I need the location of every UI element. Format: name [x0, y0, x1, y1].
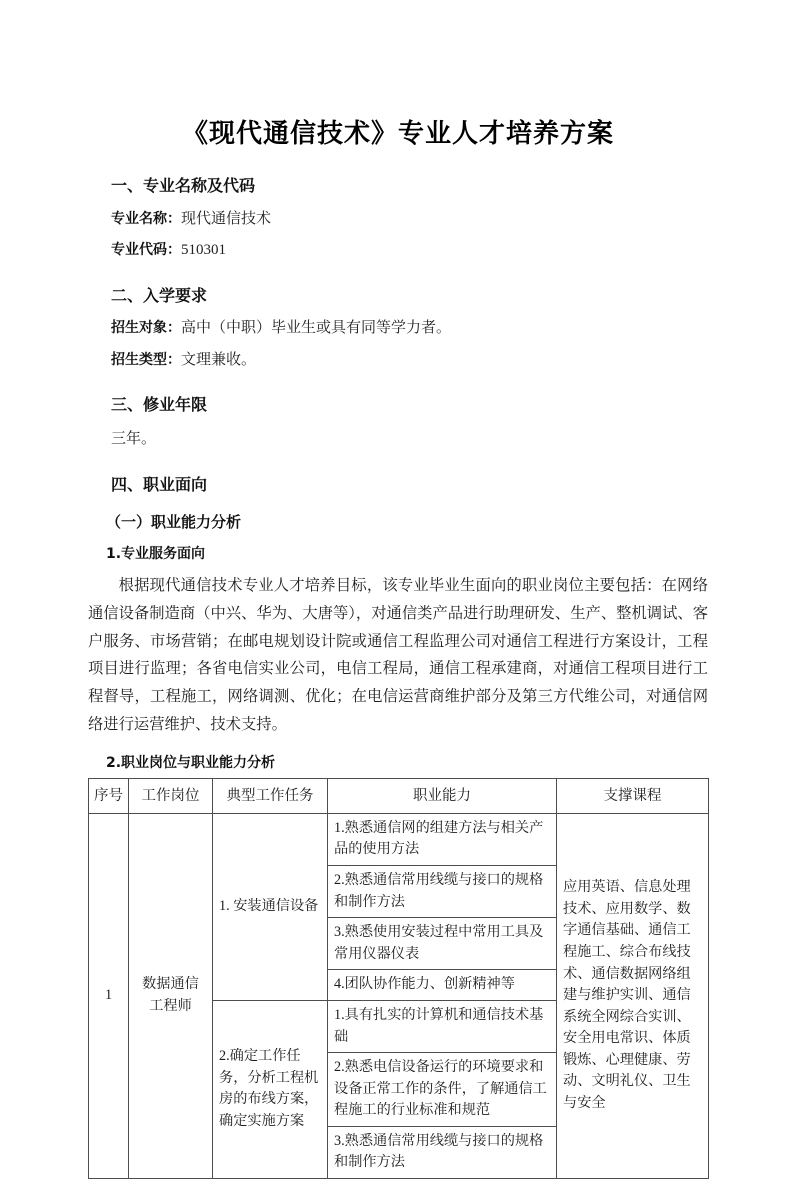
page-title: 《现代通信技术》专业人才培养方案 [181, 119, 614, 149]
admission-type-value: 文理兼收。 [181, 351, 257, 368]
table-row [89, 813, 709, 865]
document-content [88, 0, 708, 1179]
cell-row-number: 1 [89, 813, 129, 1178]
column-header-ability: 职业能力 [328, 778, 557, 813]
admission-target-line [111, 317, 708, 340]
cell-ability-2-2: 2.熟悉电信设备运行的环境要求和设备正常工作的条件，了解通信工程施工的行业标准和规范 [328, 1053, 557, 1127]
cell-task-2: 2.确定工作任务，分析工程机房的布线方案，确定实施方案 [213, 1000, 328, 1178]
cell-ability-2-1: 1.具有扎实的计算机和通信技术基础 [328, 1000, 557, 1052]
admission-type-line [111, 349, 708, 372]
table-header-row [89, 778, 709, 813]
column-header-num: 序号 [89, 778, 129, 813]
job-post-line-2: 工程师 [149, 997, 192, 1014]
subsection-heading-service-orientation: 1.专业服务面向 [106, 545, 206, 562]
service-orientation-paragraph: 根据现代通信技术专业人才培养目标，该专业毕业生面向的职业岗位主要包括：在网络通信设备制造商（中兴、华为、大唐等），对通信类产品进行助理研发、生产、整机调试、客户服务、市场营销；在邮电规划设计院或通信工程监理公司对通信工程进行方案设计，工程项目进行监理；各省电信实业公司，电信工程局，通信工程承建商，对通信工程项目进行工程督导，工程施工，网络调测、优化；在电信运营商维护部分及第三方代维公司，对通信网络进行运营维护、技术支持。 [88, 576, 708, 734]
admission-target-value: 高中（中职）毕业生或具有同等学力者。 [181, 320, 452, 337]
cell-ability-2-3: 3.熟悉通信常用线缆与接口的规格和制作方法 [328, 1126, 557, 1178]
major-code-value: 510301 [181, 242, 226, 259]
admission-target-label: 招生对象： [111, 320, 181, 337]
subsection-heading-post-ability: 2.职业岗位与职业能力分析 [106, 755, 276, 772]
cell-support-courses: 应用英语、信息处理技术、应用数学、数字通信基础、通信工程施工、综合布线技术、通信数据网络组建与维护实训、通信系统全网综合实训、安全用电常识、体质锻炼、心理健康、劳动、文明礼仪、卫生与安全 [557, 813, 709, 1178]
major-code-line [111, 239, 708, 262]
cell-ability-1-1: 1.熟悉通信网的组建方法与相关产品的使用方法 [328, 813, 557, 865]
study-years-value: 三年。 [111, 431, 157, 448]
cell-ability-1-3: 3.熟悉使用安装过程中常用工具及常用仪器仪表 [328, 918, 557, 970]
major-name-value: 现代通信技术 [181, 210, 272, 227]
column-header-post: 工作岗位 [129, 778, 213, 813]
cell-task-1: 1. 安装通信设备 [213, 813, 328, 1000]
major-code-label: 专业代码： [111, 242, 181, 259]
column-header-task: 典型工作任务 [213, 778, 328, 813]
table-header [89, 778, 709, 813]
table-body [89, 813, 709, 1178]
post-ability-table [88, 778, 709, 1179]
major-name-label: 专业名称： [111, 210, 181, 227]
cell-ability-1-2: 2.熟悉通信常用线缆与接口的规格和制作方法 [328, 866, 557, 918]
column-header-course: 支撑课程 [557, 778, 709, 813]
cell-job-post [129, 813, 213, 1178]
admission-type-label: 招生类型： [111, 351, 181, 368]
job-post-line-1: 数据通信 [142, 976, 199, 993]
cell-ability-1-4: 4.团队协作能力、创新精神等 [328, 970, 557, 1001]
subsection-heading-career-ability: （一）职业能力分析 [106, 513, 242, 532]
section-heading-3: 三、修业年限 [111, 395, 208, 415]
section-heading-2: 二、入学要求 [111, 285, 208, 305]
major-name-line [111, 208, 708, 231]
section-heading-1: 一、专业名称及代码 [111, 175, 256, 195]
section-heading-4: 四、职业面向 [111, 474, 208, 494]
